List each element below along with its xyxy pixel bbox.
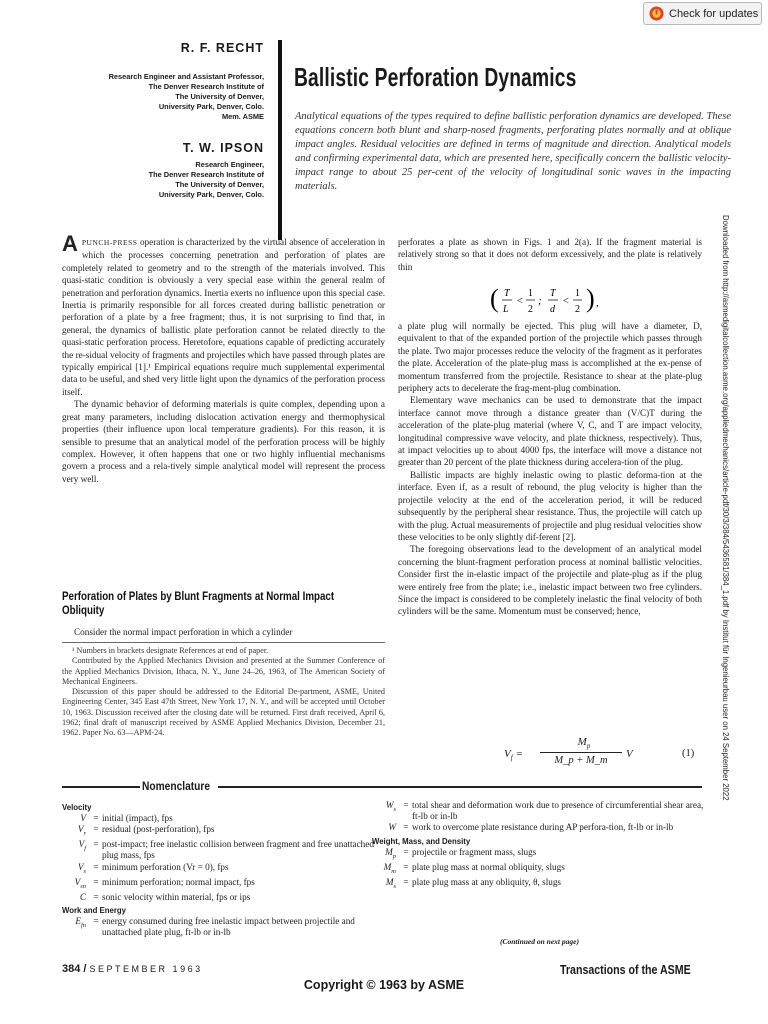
nomenclature-description: residual (post-perforation), fps — [102, 824, 215, 835]
nomenclature-equals: = — [93, 915, 99, 926]
smallcaps-text: PUNCH-PRESS — [81, 238, 138, 247]
svg-text:<: < — [562, 295, 570, 307]
nomenclature-entry — [62, 862, 387, 877]
aff-line: The Denver Research Institute of — [148, 81, 264, 91]
nomenclature-entry — [62, 839, 387, 861]
author-name-1: R. F. RECHT — [180, 41, 264, 55]
continued-note: (Continued on next page) — [500, 937, 579, 946]
footer-separator: / — [83, 963, 90, 975]
footnote-rule — [62, 642, 385, 643]
nomenclature-symbol: $V_{sn}$ — [74, 876, 86, 890]
nomenclature-description: sonic velocity within material, fps or ips — [102, 891, 251, 902]
svg-text:<: < — [516, 295, 524, 307]
paragraph: perforates a plate as shown in Figs. 1 and 2(a). If the fragment material is relatively strong so that it does not deform excessively, and the plate is relatively thin — [398, 237, 702, 272]
equation-v: V — [626, 748, 633, 760]
update-badge-icon — [649, 6, 664, 21]
download-note: Downloaded from http://asmedigitalcollection.asme.org/appliedmechanics/article-pdf/30/3/384/5436581/384_1.pdf by Institut für Ingenieurbau user on 24 September 2022 — [721, 215, 730, 801]
nomenclature-equals: = — [93, 824, 99, 835]
left-column — [62, 231, 385, 485]
nomenclature-description: initial (impact), fps — [102, 813, 173, 823]
svg-text:2: 2 — [575, 304, 580, 315]
footer-page-info — [62, 963, 203, 975]
nomenclature-symbol: W — [388, 822, 396, 833]
nomenclature-entry — [62, 892, 387, 903]
nomenclature-description: post-impact; free inelastic collision between fragment and free unattached plug mass, fps — [102, 839, 374, 861]
nomenclature-entry — [372, 847, 704, 862]
svg-text:L: L — [503, 304, 509, 315]
nomenclature-description: plate plug mass at normal obliquity, slugs — [412, 861, 565, 872]
nomenclature-rule-left — [62, 786, 140, 788]
right-column — [398, 236, 702, 273]
eq-num-symbol: M — [577, 736, 587, 748]
svg-text:1: 1 — [575, 288, 580, 299]
title-divider-bar — [278, 40, 282, 240]
aff-line: The University of Denver, — [175, 179, 264, 189]
nomenclature-symbol: C — [79, 891, 86, 902]
nomenclature-description: plate plug mass at any obliquity, θ, slugs — [412, 876, 562, 887]
nomenclature-right — [372, 800, 704, 892]
paragraph: The dynamic behavior of deforming materials is quite complex, depending upon a great many parameters, including dislocation activation energy and thermophysical properties (their influence upon local temperature gradients). For this reason, it is sensible to presume that an analytical model of the perforation process will be highly complex. However, it often happens that one or two highly influential mechanisms govern a process and a rela-tively simple analytical model will represent the process very well. — [62, 399, 385, 484]
paragraph: Elementary wave mechanics can be used to demonstrate that the impact interface cannot move through a distance greater than (V/C)T during the acceleration of the plate-plug material (where V, C, and T are impact velocity, longitudinal compressive wave velocity, and plate thickness, respectively). Thus, at impact velocities up to about 4000 fps, the interface will move a distance not greater than 20 percent of the plate thickness during accelera-tion of the plug. — [398, 395, 702, 468]
nomenclature-symbol: $M_p$ — [385, 846, 396, 860]
journal-name: Transactions of the ASME — [560, 963, 691, 977]
author-affiliation-1 — [24, 72, 264, 122]
nomenclature-left — [62, 800, 387, 938]
svg-text:1: 1 — [528, 288, 533, 299]
aff-line: Mem. ASME — [221, 111, 264, 121]
equation-1 — [500, 738, 700, 772]
footnote-3: Discussion of this paper should be addressed to the Editorial De-partment, ASME, United Engineering Center, 345 East 47th Street, New York 17, N. Y., and will be accepted until October 10, 1963. Discussion received after the closing date will be returned. First draft received, April 6, 1962; final draft of manuscript received by ASME Applied Mechanics Division, December 21, 1962. Paper No. 63—APM-24. — [62, 687, 385, 738]
footnote-2: Contributed by the Applied Mechanics Division and presented at the Summer Conference of the Applied Mechanics Division, Ithaca, N. Y., June 24–26, 1963, of The American Society of Mechanical Engineers. — [62, 656, 385, 686]
nomenclature-description: work to overcome plate resistance during AP perfora-tion, ft-lb or in-lb — [412, 822, 674, 833]
nomenclature-subheading: Work and Energy — [62, 905, 126, 915]
author-affiliation-2 — [24, 160, 264, 200]
nomenclature-equals: = — [403, 876, 409, 887]
nomenclature-entry — [372, 800, 704, 822]
aff-line: The University of Denver, — [175, 91, 264, 101]
paragraph: Ballistic impacts are highly inelastic owing to plastic deforma-tion at the interface. Even if, as a result of rebound, the plug velocity is higher than the projectile velocity at the end of the acceleration period, it will be reduced subsequently by the peripheral shear resistance. Thus, the projectile will catch up with the plug. Actual measurements of projectile and plug residual velocities show these velocities to be only slightly dif-ferent [2]. — [398, 469, 702, 542]
aff-line: Research Engineer, — [195, 160, 264, 169]
aff-line: University Park, Denver, Colo. — [158, 189, 264, 199]
check-for-updates-button[interactable] — [643, 2, 762, 25]
svg-text:d: d — [550, 304, 555, 315]
nomenclature-symbol: $M_m$ — [383, 861, 396, 875]
nomenclature-entry — [372, 822, 704, 833]
equation-number: (1) — [682, 748, 695, 759]
nomenclature-subheading: Weight, Mass, and Density — [372, 836, 471, 846]
left-column-cont — [62, 626, 385, 638]
nomenclature-equals: = — [93, 876, 99, 887]
section-heading: Perforation of Plates by Blunt Fragments at Normal Impact Obliquity — [62, 591, 335, 617]
nomenclature-description: energy consumed during free inelastic impact between projectile and unattached plate plug, ft-lb or in-lb — [102, 915, 355, 938]
nomenclature-description: minimum perforation (Vr = 0), fps — [102, 861, 229, 872]
nomenclature-equals: = — [403, 800, 409, 810]
nomenclature-description: projectile or fragment mass, slugs — [412, 846, 537, 857]
nomenclature-title: Nomenclature — [142, 779, 211, 793]
aff-line: The Denver Research Institute of — [148, 169, 264, 179]
intro-paragraph — [62, 231, 385, 398]
page-number: 384 — [62, 963, 81, 975]
drop-cap: A — [62, 231, 78, 256]
equation-numerator — [552, 736, 616, 750]
equation-lhs: $V_f$ = — [504, 748, 523, 763]
equation-denominator: M_p + M_m — [554, 755, 608, 766]
paragraph: a plate plug will normally be ejected. This plug will have a diameter, D, equivalent to that of the expanded portion of the projectile which passes through the plate. Two major processes reduce the velocity of the fragment as it perforates the plate. Acceleration of the plate-plug mass is accomplished at the ex-pense of momentum transferred from the projectile. Resistance to shear at the plate-plug periphery acts to decelerate the frag-ment-plug combination. — [398, 321, 702, 394]
inequality-svg — [490, 284, 620, 318]
eq-lhs-subscript: f — [510, 754, 513, 763]
nomenclature-rule-right — [218, 786, 702, 788]
inequality — [490, 284, 620, 321]
svg-text:;: ; — [538, 295, 542, 307]
nomenclature-symbol: $V_r$ — [77, 824, 86, 838]
aff-line: Research Engineer and Assistant Professor, — [108, 72, 264, 81]
paragraph: Consider the normal impact perforation in which a cylinder — [74, 627, 293, 637]
nomenclature-equals: = — [93, 813, 99, 823]
author-name-2: T. W. IPSON — [182, 141, 264, 155]
svg-text:2: 2 — [528, 304, 533, 315]
svg-text:T: T — [504, 288, 510, 299]
nomenclature-symbol: $V_f$ — [78, 839, 86, 853]
svg-text:,: , — [596, 297, 599, 309]
nomenclature-entry — [62, 916, 387, 938]
check-for-updates-label: Check for updates — [669, 7, 759, 20]
eq-num-subscript: p — [586, 742, 591, 751]
intro-text: operation is characterized by the virtual absence of acceleration in which the processes concerning penetration and perforation of plates are completely related to geometry and to the strength of the materials involved. This quasi-static condition is obviously a very special ease within the general realm of penetration and perforation dynamics. Inertia exerts no influence upon this special case. Inertia is primarily responsible for all forces created during ballistic penetration or perforation of a plate by a free fragment; thus, it is not surprising to find that, in general, the dynamics of ballistic plate perforation cannot be related directly to the quasi-static perforation process. Heretofore, equations capable of predicting accurately the re-sidual velocity of fragments and projectiles which have passed through plates are typically empirical [1].¹ Empirical equations require much supplemental experimental data to be useful, and shed very little light upon the dynamics of the perforation process itself. — [62, 237, 385, 397]
nomenclature-equals: = — [403, 822, 409, 833]
abstract: Analytical equations of the types required to define ballistic perforation dynamics are developed. These equations concern both blunt and sharp-nosed fragments, perforating plates normally and at oblique impact angles. Residual velocities are defined in terms of magnitude and direction. Analytical models and confirming experimental data, which are presented here, specifically concern the ballistic velocity-impact range to about 25 per-cent of the velocity of longitudinal sonic waves in the impacting materials. — [295, 111, 731, 192]
right-column-cont — [398, 320, 702, 618]
nomenclature-symbol: $W_s$ — [385, 800, 396, 813]
nomenclature-description: total shear and deformation work due to presence of circumferential shear area, ft-lb or in-lb — [412, 800, 704, 822]
nomenclature-entry — [62, 813, 387, 824]
fraction-bar — [540, 752, 622, 753]
issue-date: SEPTEMBER 1963 — [89, 964, 203, 974]
nomenclature-equals: = — [93, 839, 99, 850]
nomenclature-equals: = — [403, 861, 409, 872]
nomenclature-equals: = — [93, 891, 99, 902]
copyright: Copyright © 1963 by ASME — [303, 978, 465, 992]
nomenclature-description: minimum perforation; normal impact, fps — [102, 876, 255, 887]
nomenclature-entry — [62, 877, 387, 892]
nomenclature-subheading: Velocity — [62, 803, 92, 812]
nomenclature-symbol: $M_s$ — [385, 876, 396, 890]
nomenclature-equals: = — [93, 861, 99, 872]
footnote-1: ¹ Numbers in brackets designate References at end of paper. — [72, 646, 269, 655]
nomenclature-entry — [372, 877, 704, 892]
paper-title: Ballistic Perforation Dynamics — [294, 62, 577, 92]
svg-text:T: T — [550, 288, 556, 299]
nomenclature-equals: = — [403, 846, 409, 857]
nomenclature-symbol: $V_s$ — [77, 861, 86, 875]
svg-text:(: ( — [490, 284, 499, 313]
nomenclature-entry — [372, 862, 704, 877]
footnotes — [62, 646, 385, 739]
eq-lhs-symbol: V — [504, 748, 511, 760]
svg-text:): ) — [586, 284, 595, 313]
aff-line: University Park, Denver, Colo. — [158, 101, 264, 111]
nomenclature-entry — [62, 824, 387, 839]
nomenclature-symbol: $E_{fn}$ — [75, 915, 86, 929]
paragraph: The foregoing observations lead to the development of an analytical model concerning the blunt-fragment perforation process at nominal ballistic velocities. Consider first the in-elastic impact of the projectile and plate-plug as if the plug were entirely free from the plate; i.e., inelastic impact between two free cylinders. Since the impact is considered to be completely inelastic the final velocity of both cylinders will be the same. Momentum must be conserved; hence, — [398, 544, 702, 617]
nomenclature-symbol: V — [80, 813, 86, 823]
